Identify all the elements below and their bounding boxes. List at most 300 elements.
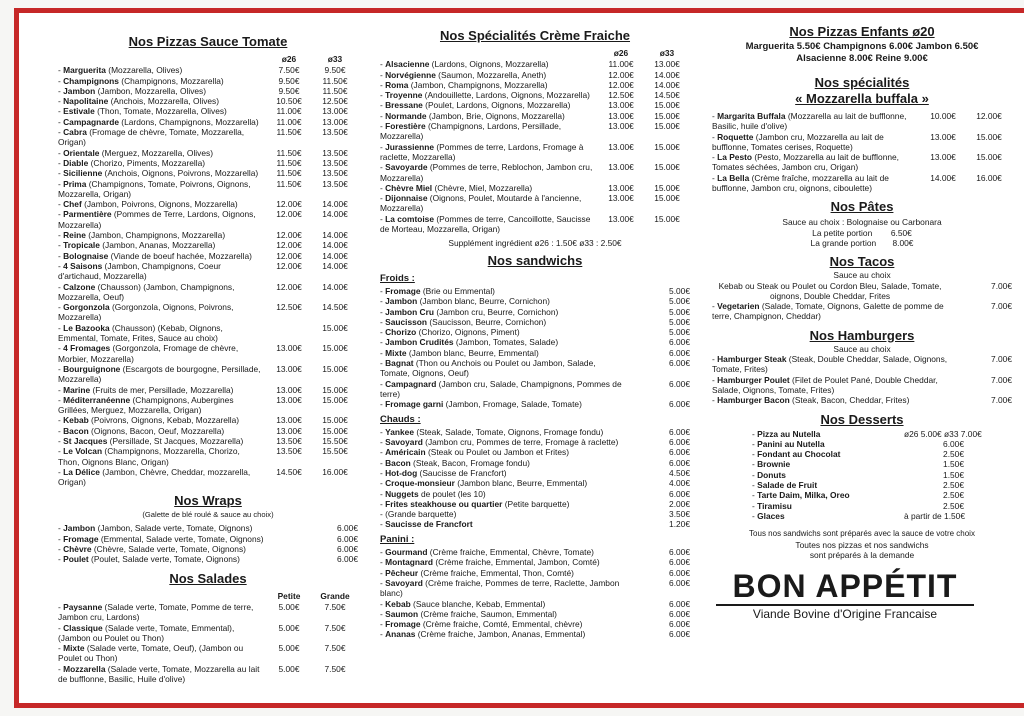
buffala-item-price-small: 14.00€ — [930, 172, 956, 183]
buffala-item-name: La Pesto — [717, 152, 753, 163]
pizza-item-detail: (Champignons, Mozzarella) — [118, 75, 224, 86]
enfants-title: Nos Pizzas Enfants ø20 — [789, 24, 935, 39]
pizza-item-name: Bacon — [63, 425, 89, 436]
hamburger-item-name: Hamburger Poulet — [717, 374, 790, 385]
creme-item-price-small: 12.00€ — [608, 79, 634, 90]
salade-item-price-large: 7.50€ — [324, 643, 346, 654]
dessert-item — [752, 439, 964, 449]
panini-item — [380, 609, 690, 619]
creme-item-name: Dijonnaise — [385, 193, 428, 204]
pizza-item-price-small: 12.00€ — [276, 240, 302, 251]
salade-item-price-small: 5.00€ — [278, 601, 300, 612]
pizza-item-desc: - Orientale (Merguez, Mozzarella, Olives) — [58, 147, 213, 158]
buffala-item-price-large: 15.00€ — [976, 131, 1002, 142]
panini-item — [380, 619, 690, 629]
pizza-item-desc: - Reine (Jambon, Champignons, Mozzarella) — [58, 230, 226, 241]
sandwich-froid-item-name: Fromage garni — [385, 399, 444, 410]
size-26-label: ø26 — [281, 54, 297, 64]
sandwich-froid-item — [380, 317, 690, 327]
sandwich-froid-item-price: 6.00€ — [669, 399, 690, 410]
sandwich-froid-item-name: Campagnard — [385, 378, 437, 389]
pizza-item-detail: (Persillade, St Jacques, Mozzarella) — [107, 435, 244, 446]
buffala-item-price-large: 15.00€ — [976, 152, 1002, 163]
panini-item-desc: - Kebab (Sauce blanche, Kebab, Emmental) — [380, 598, 546, 609]
sandwich-froid-item-name: Chorizo — [385, 327, 417, 338]
panini-item-price: 6.00€ — [669, 567, 690, 578]
creme-item — [380, 70, 690, 80]
creme-item-name: Bressane — [385, 100, 423, 111]
pizza-item-desc: - Méditerranéenne (Champignons, Aubergines Grillées, Merguez, Mozzarella, Origan) — [58, 394, 234, 416]
pizza-item-name: St Jacques — [63, 435, 108, 446]
creme-item-price-large: 15.00€ — [654, 141, 680, 152]
pizza-item-price-large: 15.00€ — [322, 425, 348, 436]
dessert-item-price: ø26 5.00€ ø33 7.00€ — [904, 428, 982, 439]
sandwich-froid-item-name: Bagnat — [385, 358, 414, 369]
pizza-item-desc: - Marine (Fruits de mer, Persillade, Mozzarella) — [58, 384, 234, 395]
pizza-item — [58, 96, 358, 106]
buffala-item-desc: - La Bella (Crème fraîche, mozzarella au lait de bufflonne, Jambon cru, oignons, ciboulette) — [712, 172, 889, 194]
creme-item-price-large: 15.00€ — [654, 100, 680, 111]
pates-petite-label: La petite portion — [812, 227, 873, 238]
dessert-item-price: 6.00€ — [943, 438, 964, 449]
pizza-item-name: Diable — [63, 157, 89, 168]
panini-item-desc: - Saumon (Crème fraiche, Saumon, Emmental) — [380, 608, 557, 619]
panini-item-name: Ananas — [385, 629, 416, 640]
creme-item-price-small: 13.00€ — [608, 193, 634, 204]
sandwich-froid-item-name: Jambon — [385, 296, 418, 307]
wrap-item-name: Chèvre — [63, 544, 92, 555]
pizza-item-price-large: 13.00€ — [322, 106, 348, 117]
pizza-item — [58, 86, 358, 96]
creme-item-name: La comtoise — [385, 213, 434, 224]
creme-item-desc: - Forestière (Champignons, Lardons, Persillade, Mozzarella) — [380, 121, 562, 142]
sandwich-froid-item-price: 5.00€ — [669, 316, 690, 327]
pizza-item-price-large: 9.50€ — [324, 65, 346, 76]
buffala-item-desc: - La Pesto (Pesto, Mozzarella au lait de bufflonne, Tomates séchées, Jambon cru, Origan) — [712, 152, 900, 173]
pizza-item — [58, 385, 358, 395]
pizza-item-desc: - Jambon (Jambon, Mozzarella, Olives) — [58, 85, 207, 96]
sandwich-chaud-item-desc: - Yankee (Steak, Salade, Tomate, Oignons, Fromage fondu) — [380, 426, 604, 437]
panini-item-desc: - Fromage (Crème fraiche, Comté, Emmental, chèvre) — [380, 619, 583, 630]
panini-item-desc: - Montagnard (Crème fraiche, Emmental, Jambon, Comté) — [380, 557, 600, 568]
pizza-item-desc: - Diable (Chorizo, Piments, Mozzarella) — [58, 157, 206, 168]
pizza-item-price-small: 11.00€ — [276, 116, 302, 127]
pizza-item-desc: - Chef (Jambon, Poivrons, Oignons, Mozzarella) — [58, 199, 238, 210]
dessert-item-name: Brownie — [757, 459, 791, 470]
pizza-item — [58, 76, 358, 86]
pizza-item-desc: - Champignons (Champignons, Mozzarella) — [58, 75, 224, 86]
pizza-item — [58, 251, 358, 261]
pizza-item-name: Napolitaine — [63, 96, 109, 107]
buffala-item-price-large: 16.00€ — [976, 172, 1002, 183]
hamburger-item-detail: (Steak, Bacon, Cheddar, Frites) — [789, 395, 910, 406]
creme-item-detail: (Jambon, Champignons, Mozzarella) — [408, 79, 548, 90]
panini-item-desc: - Ananas (Crème fraiche, Jambon, Ananas, Emmental) — [380, 629, 586, 640]
dessert-item — [752, 511, 964, 521]
tacos-item-2-price: 7.00€ — [991, 301, 1012, 312]
sandwich-chaud-item-price: 6.00€ — [669, 437, 690, 448]
creme-item-price-small: 13.00€ — [608, 100, 634, 111]
sandwich-chaud-item-price: 3.50€ — [669, 509, 690, 520]
buffala-item-detail: (Crème fraîche, mozzarella au lait de bufflonne, Jambon cru, oignons, ciboulette) — [712, 172, 889, 194]
dessert-item — [752, 428, 982, 439]
salade-item-name: Paysanne — [63, 601, 103, 612]
salade-item — [58, 664, 358, 685]
panini-item-price: 6.00€ — [669, 598, 690, 609]
creme-item-desc: - Alsacienne (Lardons, Oignons, Mozzarella) — [380, 59, 549, 70]
dessert-item-price: 1.50€ — [943, 469, 964, 480]
pizza-item-detail: (Jambon, Mozzarella, Olives) — [95, 85, 207, 96]
pizza-item-name: Le Bazooka — [63, 322, 110, 333]
creme-item-name: Forestière — [385, 121, 426, 132]
panini-item-name: Saumon — [385, 608, 419, 619]
dessert-item-price: à partir de 1.50€ — [904, 510, 965, 521]
buffala-item-name: Margarita Buffala — [717, 111, 786, 121]
panini-item — [380, 629, 690, 639]
panini-item-desc: - Gourmand (Crème fraiche, Emmental, Chèvre, Tomate) — [380, 547, 594, 558]
sandwich-froid-item-desc: - Jambon Cru (Jambon cru, Beurre, Cornichon) — [380, 306, 559, 317]
creme-item-name: Chèvre Miel — [385, 182, 433, 193]
pizza-item-name: Cabra — [63, 127, 87, 138]
pizza-item-price-large: 12.50€ — [322, 96, 348, 107]
creme-item — [380, 80, 690, 90]
pizza-item-desc: - Parmentière (Pommes de Terre, Lardons, Oignons, Mozzarella) — [58, 209, 256, 230]
pizza-item — [58, 106, 358, 116]
creme-item-name: Roma — [385, 79, 409, 90]
pizza-item-detail: (Chorizo, Piments, Mozzarella) — [88, 157, 206, 168]
wrap-item — [58, 554, 358, 564]
pizza-item-desc: - Marguerita (Mozzarella, Olives) — [58, 65, 183, 76]
panini-item-detail: (Crème fraiche, Emmental, Chèvre, Tomate) — [427, 547, 594, 558]
dessert-item-name: Tarte Daim, Milka, Oreo — [757, 490, 850, 501]
creme-item-price-small: 13.00€ — [608, 182, 634, 193]
pizza-item-price-small: 9.50€ — [278, 75, 300, 86]
pizza-item-price-small: 7.50€ — [278, 65, 300, 76]
pizza-item-detail: (Poivrons, Oignons, Kebab, Mozzarella) — [88, 415, 240, 426]
sandwich-chaud-item-desc: - Savoyard (Jambon cru, Pommes de terre, Fromage à raclette) — [380, 437, 619, 448]
buffala-item-detail: (Mozzarella au lait de bufflonne, Basilic, huile d'olive) — [712, 111, 907, 132]
pates-grande-label: La grande portion — [810, 237, 877, 248]
sandwich-froid-item-detail: (Jambon, Fromage, Salade, Tomate) — [443, 399, 582, 410]
creme-item-price-small: 13.00€ — [608, 141, 634, 152]
dessert-item-desc: - Tarte Daim, Milka, Oreo — [752, 490, 850, 501]
pizza-item-detail: (Jambon, Ananas, Mozzarella) — [99, 240, 216, 251]
pizza-item-name: Bourguignone — [63, 363, 121, 374]
sandwich-froid-item-name: Jambon Crudités — [385, 337, 454, 348]
desserts-list — [712, 429, 1012, 522]
petite-label: Petite — [277, 590, 301, 601]
pizza-item-price-small: 11.50€ — [276, 178, 302, 189]
sandwich-chaud-item — [380, 427, 690, 437]
creme-item-name: Normande — [385, 110, 427, 121]
sandwich-chaud-item — [380, 499, 690, 509]
creme-item-price-small: 13.00€ — [608, 213, 634, 224]
hamburger-item — [712, 375, 1012, 396]
buffala-item-price-small: 13.00€ — [930, 152, 956, 163]
salade-item-desc: - Mixte (Salade verte, Tomate, Oeuf), (Jambon ou Poulet ou Thon) — [58, 643, 244, 664]
sandwich-froid-item-name: Saucisson — [385, 316, 428, 327]
creme-item-price-large: 14.00€ — [654, 79, 680, 90]
pizza-item — [58, 302, 358, 323]
sandwich-chaud-item-detail: (Petite barquette) — [502, 498, 570, 509]
pizza-item-name: 4 Saisons — [63, 260, 103, 271]
column-right — [712, 24, 1012, 622]
salade-item-desc: - Mozzarella (Salade verte, Tomate, Mozzarella au lait de bufflonne, Basilic, Huile d'olive) — [58, 663, 260, 685]
size-33-label: ø33 — [327, 54, 343, 64]
creme-item-detail: (Pommes de terre, Reblochon, Jambon cru, Mozzarella) — [380, 162, 593, 183]
creme-item-price-small: 12.00€ — [608, 69, 634, 80]
pizza-item-detail: (Fruits de mer, Persillade, Mozzarella) — [90, 384, 234, 395]
panini-item-detail: (Crème fraiche, Saumon, Emmental) — [418, 608, 557, 619]
sandwich-chaud-item-name: Hot-dog — [385, 467, 418, 478]
pizza-item-detail: (Thon, Tomate, Mozzarella, Olives) — [94, 106, 227, 117]
buffala-item-price-small: 10.00€ — [930, 111, 956, 121]
pizza-item-price-small: 11.50€ — [276, 127, 302, 138]
pizza-item-detail: (Jambon, Champignons, Coeur d'artichaud, Mozzarella) — [58, 260, 221, 282]
pizza-item-price-large: 15.50€ — [322, 446, 348, 457]
pates-title: Nos Pâtes — [830, 199, 894, 215]
pizza-item — [58, 209, 358, 230]
pizza-item-desc: - Bourguignone (Escargots de bourgogne, Persillade, Mozzarella) — [58, 363, 261, 385]
pizza-item — [58, 230, 358, 240]
sandwich-froid-item-detail: (Saucisson, Beurre, Cornichon) — [427, 316, 547, 327]
wraps-list — [58, 523, 358, 564]
dessert-item — [752, 470, 964, 480]
pizza-item — [58, 65, 358, 75]
pates-petite — [712, 228, 1012, 238]
sandwich-chaud-item-name: Yankee — [385, 426, 414, 437]
tacos-item-2-detail: (Salade, Tomate, Oignons, Galette de pomme de terre, Champignon, Cheddar) — [712, 301, 944, 322]
panini-title: Panini : — [380, 533, 415, 545]
pizza-item-name: Campagnarde — [63, 116, 119, 127]
panini-item-detail: (Crème fraiche, Pommes de terre, Raclette, Jambon blanc) — [380, 577, 620, 599]
buffala-list — [712, 111, 1012, 193]
pizza-item — [58, 240, 358, 250]
pizza-item-price-small: 9.50€ — [278, 85, 300, 96]
pizza-item-detail: (Jambon, Poivrons, Oignons, Mozzarella) — [81, 199, 238, 210]
sandwich-chaud-item-name: Américain — [385, 447, 426, 458]
sandwich-froid-item-desc: - Fromage garni (Jambon, Fromage, Salade, Tomate) — [380, 399, 582, 410]
creme-item-price-large: 15.00€ — [654, 213, 680, 224]
pizza-item-detail: (Champignons, Aubergines Grillées, Merguez, Mozzarella, Origan) — [58, 394, 234, 416]
pizza-item — [58, 395, 358, 416]
salade-item-name: Mixte — [63, 643, 85, 654]
pizza-item-desc: - Le Bazooka (Chausson) (Kebab, Oignons, Emmental, Tomate, Frites, Sauce au choix) — [58, 322, 223, 344]
sandwich-chaud-item-detail: (Steak ou Poulet ou Jambon et Frites) — [425, 447, 570, 458]
sandwich-chaud-item-name: Savoyard — [385, 437, 423, 448]
dessert-item — [752, 480, 964, 490]
pizza-item-desc: - Kebab (Poivrons, Oignons, Kebab, Mozzarella) — [58, 415, 240, 426]
dessert-item-desc: - Brownie — [752, 459, 791, 470]
sandwich-chaud-item-price: 2.00€ — [669, 498, 690, 509]
pizza-item-price-large: 14.00€ — [322, 240, 348, 251]
sandwich-chaud-item-detail: (Jambon blanc, Beurre, Emmental) — [454, 478, 588, 489]
panini-item — [380, 599, 690, 609]
sandwich-froid-item-name: Fromage — [385, 285, 421, 296]
dessert-item-name: Fondant au Chocolat — [757, 449, 841, 460]
sandwich-chaud-item — [380, 489, 690, 499]
sandwich-chaud-item-price: 6.00€ — [669, 447, 690, 458]
creme-item-name: Savoyarde — [385, 162, 428, 173]
pizza-item-name: Champignons — [63, 75, 119, 86]
pizza-item — [58, 446, 358, 467]
pizza-item — [58, 179, 358, 200]
pizza-item-name: Kebab — [63, 415, 89, 426]
sandwich-froid-item-desc: - Chorizo (Chorizo, Oignons, Piment) — [380, 327, 520, 338]
dessert-item-name: Glaces — [757, 510, 785, 521]
salade-item-price-small: 5.00€ — [278, 622, 300, 633]
sandwich-froid-item-name: Mixte — [385, 347, 407, 358]
pizza-item-name: Le Volcan — [63, 446, 103, 457]
salades-list — [58, 602, 358, 684]
creme-item-desc: - La comtoise (Pommes de terre, Cancoillotte, Saucisse de Morteau, Mozzarella, Origan) — [380, 213, 591, 235]
tacos-item-2-name: Vegetarien — [717, 301, 760, 312]
panini-item-detail: (Crème fraiche, Emmental, Thon, Comté) — [418, 567, 574, 578]
dessert-item-name: Donuts — [757, 469, 786, 480]
creme-item-detail: (Chèvre, Miel, Mozzarella) — [432, 182, 533, 193]
pizza-item-price-small: 13.50€ — [276, 435, 302, 446]
sandwich-froid-item-price: 5.00€ — [669, 285, 690, 296]
creme-item-detail: (Pommes de terre, Cancoillotte, Saucisse de Morteau, Mozzarella, Origan) — [380, 213, 591, 235]
pizza-item-price-large: 15.00€ — [322, 415, 348, 426]
tacos-sauce: Sauce au choix — [833, 270, 891, 281]
wrap-item — [58, 544, 358, 554]
sandwich-chaud-item-detail: (Saucisse de Francfort) — [417, 467, 507, 478]
pizza-item — [58, 158, 358, 168]
pizza-item-price-large: 13.50€ — [322, 147, 348, 158]
pizza-item-price-small: 11.50€ — [276, 157, 302, 168]
pizza-item-detail: (Gorgonzola, Oignons, Poivrons, Mozzarella) — [58, 302, 234, 323]
buffala-item-desc: - Roquette (Jambon cru, Mozzarella au lait de bufflonne, Tomates cerises, Roquette) — [712, 131, 884, 152]
creme-item-detail: (Saumon, Mozzarella, Aneth) — [435, 69, 547, 80]
wrap-item-desc: - Chèvre (Chèvre, Salade verte, Tomate, Oignons) — [58, 544, 246, 555]
pizza-item-detail: (Escargots de bourgogne, Persillade, Mozzarella) — [58, 363, 261, 385]
bon-appetit-heading: BON APPÉTIT — [716, 568, 974, 606]
buffala-subtitle: « Mozzarella buffala » — [795, 91, 929, 106]
pizza-item — [58, 467, 358, 488]
hamburger-item-detail: (Steak, Double Cheddar, Salade, Oignons, Tomate, Frites) — [712, 354, 948, 375]
pizza-item-name: Jambon — [63, 85, 96, 96]
chauds-list — [380, 427, 690, 530]
pizza-item-desc: - La Délice (Jambon, Chèvre, Cheddar, mozzarella, Origan) — [58, 466, 251, 488]
wrap-item-detail: (Jambon, Salade verte, Tomate, Oignons) — [95, 523, 253, 534]
buffala-item-detail: (Pesto, Mozzarella au lait de bufflonne, Tomates séchées, Jambon cru, Origan) — [712, 152, 900, 173]
dessert-item-desc: - Tiramisu — [752, 500, 792, 511]
creme-item-desc: - Norvégienne (Saumon, Mozzarella, Aneth) — [380, 69, 547, 80]
pizza-item-desc: - Cabra (Fromage de chèvre, Tomate, Mozzarella, Origan) — [58, 127, 245, 148]
dessert-item-name: Panini au Nutella — [757, 438, 825, 449]
dessert-item-desc: - Panini au Nutella — [752, 438, 825, 449]
creme-item-desc: - Troyenne (Andouillette, Lardons, Oignons, Mozzarella) — [380, 90, 590, 101]
sandwich-chaud-item-name: Frites steakhouse ou quartier — [385, 498, 503, 509]
panini-item-price: 6.00€ — [669, 547, 690, 558]
sandwich-chaud-item-price: 6.00€ — [669, 426, 690, 437]
sandwich-chaud-item — [380, 478, 690, 488]
pizza-item-detail: (Oignons, Bacon, Oeuf, Mozzarella) — [88, 425, 225, 436]
pizza-item-price-large: 13.50€ — [322, 157, 348, 168]
panini-item-price: 6.00€ — [669, 608, 690, 619]
pizza-item-price-small: 13.00€ — [276, 343, 302, 354]
sandwich-froid-item — [380, 296, 690, 306]
pizza-item-name: Marine — [63, 384, 91, 395]
panini-item-detail: (Crème fraiche, Emmental, Jambon, Comté) — [433, 557, 600, 568]
sandwich-chaud-item — [380, 468, 690, 478]
sandwich-chaud-item-price: 4.00€ — [669, 478, 690, 489]
pizza-item-price-small: 14.50€ — [276, 466, 302, 477]
sandwich-froid-item-detail: (Jambon blanc, Beurre, Cornichon) — [417, 296, 550, 307]
sandwich-froid-item-desc: - Campagnard (Jambon cru, Salade, Champignons, Pommes de terre) — [380, 378, 622, 399]
pizza-item-price-large: 14.00€ — [322, 250, 348, 261]
creme-item — [380, 193, 690, 214]
pizza-item-price-small: 11.00€ — [276, 106, 302, 117]
tacos-item-1-desc: Kebab ou Steak ou Poulet ou Cordon Bleu, Salade, Tomate, oignons, Double Cheddar, Frites — [718, 280, 942, 301]
panini-item-name: Montagnard — [385, 557, 434, 568]
pizza-item-name: 4 Fromages — [63, 343, 111, 354]
salades-size-header — [58, 591, 358, 601]
sandwich-chaud-item — [380, 458, 690, 468]
pizza-item-detail: (Champignons, Tomate, Poivrons, Oignons, Mozzarella, Origan) — [58, 178, 251, 199]
pizza-item-desc: - Bacon (Oignons, Bacon, Oeuf, Mozzarella) — [58, 425, 225, 436]
creme-item-price-small: 13.00€ — [608, 110, 634, 121]
pizza-item-price-small: 13.00€ — [276, 394, 302, 405]
pates-petite-price: 6.50€ — [890, 227, 912, 238]
buffala-item — [712, 152, 1012, 173]
sandwich-froid-item-detail: (Jambon cru, Beurre, Cornichon) — [434, 306, 559, 317]
creme-item — [380, 111, 690, 121]
pizza-item-detail: (Chausson) (Kebab, Oignons, Emmental, Tomate, Frites, Sauce au choix) — [58, 322, 223, 344]
sandwich-chaud-item-desc: - Hot-dog (Saucisse de Francfort) — [380, 467, 507, 478]
sandwich-froid-item — [380, 327, 690, 337]
panini-item — [380, 568, 690, 578]
sandwich-chaud-item-detail: (Grande barquette) — [385, 509, 457, 520]
sandwich-chaud-item — [380, 509, 690, 519]
sandwich-froid-item — [380, 307, 690, 317]
sandwich-chaud-item-price: 6.00€ — [669, 457, 690, 468]
buffala-item-detail: (Jambon cru, Mozzarella au lait de bufflonne, Tomates cerises, Roquette) — [712, 131, 884, 152]
sandwich-chaud-item — [380, 447, 690, 457]
creme-item-desc: - Dijonnaise (Oignons, Poulet, Moutarde à l'ancienne, Mozzarella) — [380, 193, 582, 214]
sandwich-froid-item-detail: (Brie ou Emmental) — [420, 285, 495, 296]
hamburger-item-desc: - Hamburger Poulet (Filet de Poulet Pané, Double Cheddar, Salade, Oignons, Tomate, Frites) — [712, 374, 938, 395]
pizza-item-price-small: 12.50€ — [276, 302, 302, 313]
buffala-item — [712, 111, 1012, 132]
pizza-item-name: La Délice — [63, 466, 100, 477]
hamburger-item — [712, 395, 1012, 405]
sandwich-froid-item-desc: - Jambon (Jambon blanc, Beurre, Cornichon) — [380, 296, 550, 307]
pizza-item-detail: (Mozzarella, Olives) — [105, 65, 183, 76]
creme-item-detail: (Oignons, Poulet, Moutarde à l'ancienne, Mozzarella) — [380, 193, 582, 214]
pizza-item-detail: (Jambon, Champignons, Mozzarella) — [85, 230, 226, 241]
supplement-note: Supplément ingrédient ø26 : 1.50€ ø33 : 2.50€ — [448, 238, 622, 249]
sandwich-froid-item-price: 6.00€ — [669, 337, 690, 348]
creme-item-price-large: 14.50€ — [654, 90, 680, 101]
sandwich-chaud-item-name: Nuggets — [385, 488, 419, 499]
panini-item-price: 6.00€ — [669, 557, 690, 568]
creme-item-detail: (Poulet, Lardons, Oignons, Mozzarella) — [422, 100, 571, 111]
salade-item — [58, 643, 358, 664]
dessert-item-price: 2.50€ — [943, 449, 964, 460]
panini-item-detail: (Crème fraiche, Comté, Emmental, chèvre) — [420, 619, 583, 630]
dessert-item-desc: - Donuts — [752, 469, 786, 480]
tacos-item-1 — [712, 281, 1012, 302]
pizza-item-detail: (Jambon, Chèvre, Cheddar, mozzarella, Origan) — [58, 466, 251, 488]
sandwich-chaud-item-desc: - Nuggets de poulet (les 10) — [380, 488, 486, 499]
creme-item — [380, 142, 690, 163]
panini-item-name: Fromage — [385, 619, 421, 630]
wrap-item-price: 6.00€ — [337, 523, 358, 534]
wrap-item — [58, 523, 358, 533]
pizza-item-detail: (Gorgonzola, Fromage de chèvre, Morbier, Mozzarella) — [58, 343, 239, 364]
